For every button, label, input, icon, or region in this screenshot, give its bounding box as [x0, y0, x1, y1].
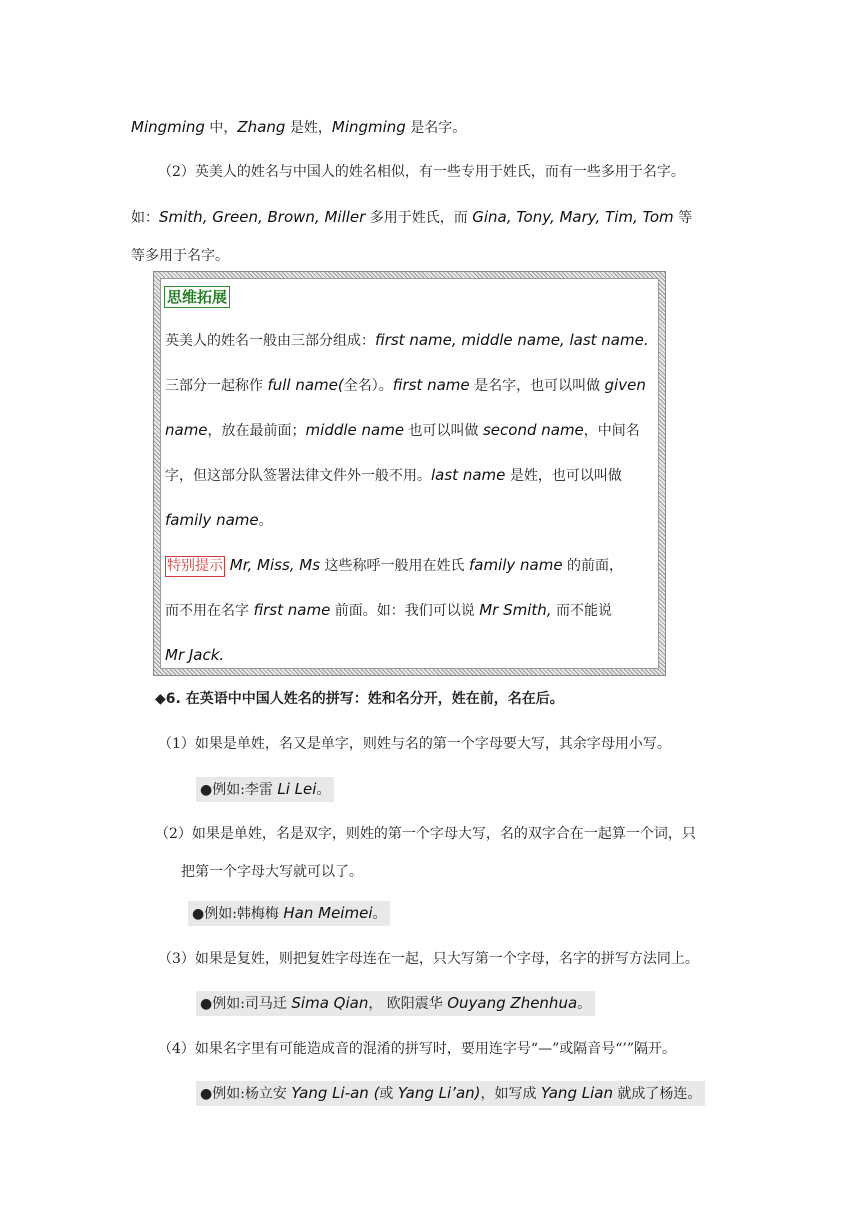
box-line-6	[165, 555, 623, 577]
en-text: Mr Smith,	[479, 601, 552, 619]
zh-text: 是姓，也可以叫做	[505, 468, 622, 484]
box-line-1	[165, 330, 649, 351]
rule-1: （1）如果是单姓，名又是单字，则姓与名的第一个字母要大写，其余字母用小写。	[158, 736, 671, 752]
thinking-expansion-box	[153, 271, 666, 676]
zh-text: 是姓，	[285, 120, 332, 136]
en-text: Han Meimei	[283, 904, 373, 922]
en-text: Ouyang Zhenhua	[447, 994, 578, 1012]
zh-text: 多用于姓氏，而	[365, 210, 473, 226]
zh-text: 前面。如：我们可以说	[330, 603, 480, 619]
en-text: Sima Qian	[291, 994, 369, 1012]
en-text: first name	[253, 601, 331, 619]
zh-text: 字，但这部分队签署法律文件外一般不用。	[165, 468, 431, 484]
en-text: name	[165, 421, 208, 439]
en-text: Yang Li-an (	[291, 1084, 380, 1102]
zh-text: 等	[673, 210, 693, 226]
en-text: first name, middle name, last name.	[375, 331, 649, 349]
zh-text: ●例如:司马迁	[200, 996, 292, 1012]
zh-text: 而不用在名字	[165, 603, 254, 619]
rule-2a: （2）如果是单姓，名是双字，则姓的第一个字母大写，名的双字合在一起算一个词，只	[155, 826, 696, 842]
zh-text: 。	[372, 906, 387, 922]
en-text: last name	[431, 466, 506, 484]
en-text: given	[604, 376, 646, 394]
zh-text: 。	[258, 513, 273, 529]
en-text: Mr Jack.	[165, 646, 225, 664]
zh-text: 就成了杨连。	[612, 1086, 702, 1102]
rule-2b: 把第一个字母大写就可以了。	[181, 864, 363, 880]
en-text: first name	[392, 376, 470, 394]
zh-text: 也可以叫做	[404, 423, 483, 439]
intro-line-3	[131, 207, 692, 228]
box-line-4	[165, 465, 622, 486]
en-text: Zhang	[237, 118, 286, 136]
zh-text: 如：	[131, 210, 159, 226]
example-4	[196, 1081, 705, 1106]
en-text: Gina, Tony, Mary, Tim, Tom	[472, 208, 674, 226]
box-line-2	[165, 375, 646, 396]
box-line-7	[165, 600, 612, 621]
zh-text: 或	[379, 1086, 398, 1102]
zh-text: ，中间名	[583, 423, 640, 439]
intro-line-4: 等多用于名字。	[131, 248, 229, 264]
box-line-5	[165, 510, 273, 531]
zh-text: 。	[316, 782, 331, 798]
box-line-8	[165, 645, 224, 666]
zh-text: ●例如:杨立安	[200, 1086, 292, 1102]
zh-text: ，放在最前面；	[207, 423, 306, 439]
example-2	[188, 901, 390, 926]
en-text: Mr, Miss, Ms	[225, 556, 321, 574]
section-6-heading: ◆6. 在英语中中国人姓名的拼写：姓和名分开，姓在前，名在后。	[155, 691, 564, 707]
en-text: Li Lei	[277, 780, 317, 798]
en-text: family name	[468, 556, 563, 574]
intro-line-2: （2）英美人的姓名与中国人的姓名相似，有一些专用于姓氏，而有一些多用于名字。	[158, 164, 685, 180]
zh-text: 的前面，	[562, 558, 624, 574]
box-line-3	[165, 420, 640, 441]
en-text: Yang Lian	[540, 1084, 613, 1102]
zh-text: 而不能说	[551, 603, 613, 619]
zh-text: 这些称呼一般用在姓氏	[320, 558, 469, 574]
example-3	[196, 991, 595, 1016]
zh-text: 中，	[204, 120, 238, 136]
en-text: Smith, Green, Brown, Miller	[159, 208, 366, 226]
rule-4: （4）如果名字里有可能造成音的混淆的拼写时，要用连字号“—”或隔音号“’”隔开。	[158, 1041, 676, 1057]
zh-text: 是名字，也可以叫做	[469, 378, 605, 394]
en-text: family name	[165, 511, 259, 529]
zh-text: 全名）。	[343, 378, 393, 394]
zh-text: ， 欧阳震华	[368, 996, 448, 1012]
example-1	[196, 777, 334, 802]
box-inner	[160, 278, 659, 669]
en-text: Yang Li’an)	[397, 1084, 481, 1102]
zh-text: ●例如:韩梅梅	[192, 906, 284, 922]
en-text: Mingming	[131, 118, 205, 136]
zh-text: 英美人的姓名一般由三部分组成：	[165, 333, 375, 349]
special-tip-label: 特别提示	[165, 556, 225, 577]
en-text: full name(	[267, 376, 344, 394]
zh-text: 是名字。	[405, 120, 467, 136]
zh-text: 三部分一起称作	[165, 378, 268, 394]
box-title: 思维拓展	[164, 286, 230, 308]
intro-line-1	[131, 117, 466, 138]
en-text: middle name	[305, 421, 405, 439]
en-text: second name	[482, 421, 584, 439]
rule-3: （3）如果是复姓，则把复姓字母连在一起，只大写第一个字母，名字的拼写方法同上。	[158, 951, 699, 967]
en-text: Mingming	[331, 118, 406, 136]
zh-text: ●例如:李雷	[200, 782, 278, 798]
zh-text: 。	[577, 996, 592, 1012]
zh-text: ，如写成	[480, 1086, 541, 1102]
